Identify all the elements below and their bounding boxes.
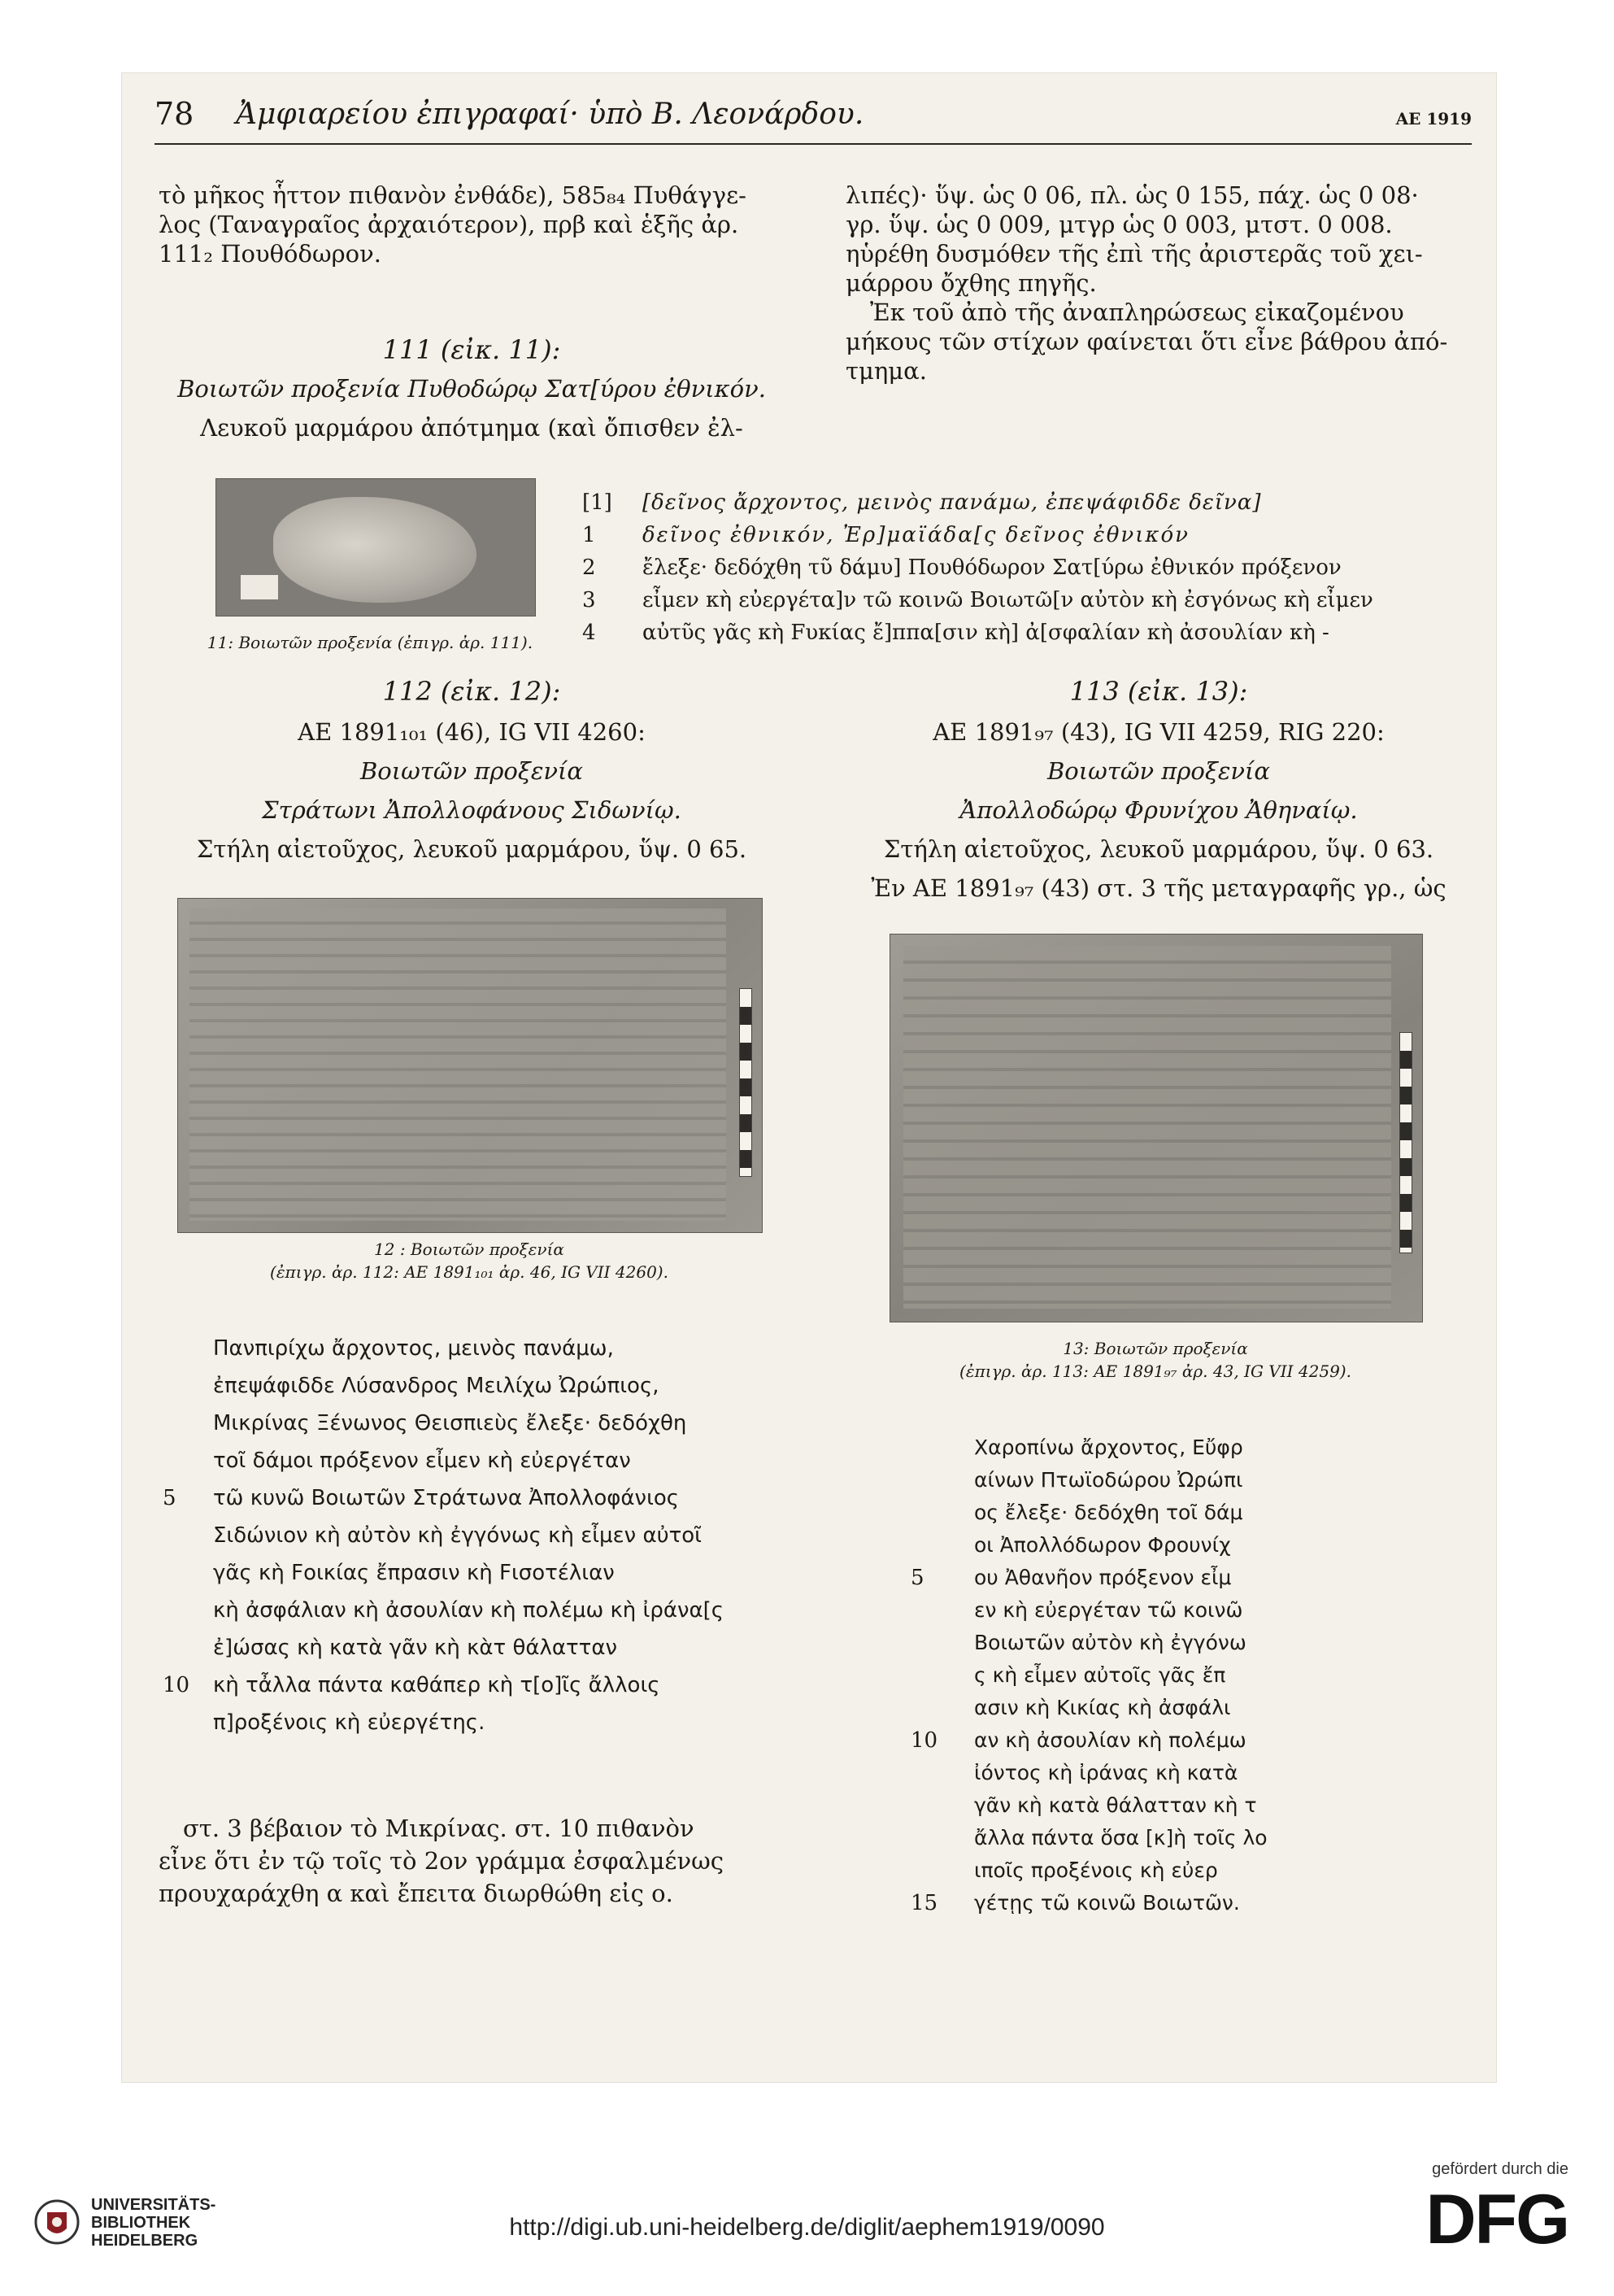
line-number: 1 xyxy=(582,523,596,547)
inscription-line: γᾶν κὴ κατὰ θάλατταν κὴ τ xyxy=(974,1793,1257,1817)
figure-11-caption: 11: Βοιωτῶν προξενία (ἐπιγρ. ἀρ. 111). xyxy=(207,633,533,652)
figure-13-photo xyxy=(890,934,1423,1322)
inscription-line: κὴ ἀσφάλιαν κὴ ἀσουλίαν κὴ πολέμω κὴ ἰράνα[ς xyxy=(213,1598,724,1623)
line-number: 3 xyxy=(582,588,596,612)
scale-tag xyxy=(241,575,278,599)
desc-113: Στήλη αἰετοῦχος, λευκοῦ μαρμάρου, ὕψ. 0 63. xyxy=(883,835,1434,863)
text-line: μάρρου ὄχθης πηγῆς. xyxy=(846,269,1097,297)
library-line: HEIDELBERG xyxy=(91,2232,198,2250)
inscription-line: γέτῃς τῶ κοινῶ Βοιωτῶν. xyxy=(974,1891,1240,1915)
heading-113: 113 (εἰκ. 13): xyxy=(1069,676,1248,707)
dfg-logo: DFG xyxy=(1425,2181,1568,2259)
line-number: 4 xyxy=(582,621,596,645)
inscription-line: ἐ]ώσας κὴ κατὰ γᾶν κὴ κὰτ θάλατταν xyxy=(213,1636,617,1660)
refs-113: ΑΕ 1891₉₇ (43), IG VII 4259, RIG 220: xyxy=(933,718,1385,746)
inscription-line: ος ἔλεξε· δεδόχθη τοῖ δάμ xyxy=(974,1501,1243,1524)
inscription-line: αίνων Πτωϊοδώρου Ὠρώπι xyxy=(974,1468,1243,1492)
text-line: μήκους τῶν στίχων φαίνεται ὅτι εἶνε βάθρου ἀπό- xyxy=(846,328,1448,355)
desc-111-right xyxy=(846,181,1472,386)
stele-surface xyxy=(189,908,726,1221)
running-ref: ΑΕ 1919 xyxy=(1395,109,1472,129)
page-number: 78 xyxy=(154,96,194,132)
note-112 xyxy=(159,1812,785,1910)
inscription-line: Πανπιρίχω ἄρχοντος, μεινὸς πανάμω, xyxy=(213,1336,614,1361)
refs-112: ΑΕ 1891₁₀₁ (46), IG VII 4260: xyxy=(298,718,646,746)
scale-bar xyxy=(1399,1032,1412,1253)
text-line: γρ. ὕψ. ὡς 0 009, μτγρ ὡς 0 003, μτστ. 0 008. xyxy=(846,211,1393,238)
inscription-line: ς κὴ εἶμεν αὐτοῖς γᾶς ἔπ xyxy=(974,1663,1226,1687)
line-number: 15 xyxy=(911,1891,938,1915)
inscription-line: κὴ τἆλλα πάντα καθάπερ κὴ τ[ο]ῖς ἄλλοις xyxy=(213,1673,660,1697)
figure-13-caption-2: (ἐπιγρ. ἀρ. 113: ΑΕ 1891₉₇ ἀρ. 43, IG VII 4259). xyxy=(959,1361,1351,1381)
text-line: ηὑρέθη δυσμόθεν τῆς ἐπὶ τῆς ἀριστερᾶς τοῦ χει- xyxy=(846,240,1423,268)
line-number: 10 xyxy=(911,1728,938,1753)
header-rule xyxy=(154,143,1472,145)
inscription-line: Χαροπίνω ἄρχοντος, Εὔφρ xyxy=(974,1436,1243,1459)
inscription-line: Σιδώνιον κὴ αὐτὸν κὴ ἐγγόνως κὴ εἶμεν αὐτοῖ xyxy=(213,1523,702,1548)
line-number: 10 xyxy=(163,1673,190,1697)
inscription-line: ασιν κὴ Κικίας κὴ ἀσφάλι xyxy=(974,1696,1231,1719)
source-url[interactable]: http://digi.ub.uni-heidelberg.de/diglit/aephem1919/0090 xyxy=(509,2214,1105,2241)
line-number: [1] xyxy=(582,490,612,515)
figure-12-photo xyxy=(177,898,763,1233)
title1-112: Βοιωτῶν προξενία xyxy=(359,757,583,785)
scale-bar xyxy=(739,988,752,1177)
stele-surface xyxy=(903,946,1391,1309)
inscription-line: αν κὴ ἀσουλίαν κὴ πολέμω xyxy=(974,1728,1246,1752)
heading-111: 111 (εἰκ. 11): xyxy=(382,334,561,365)
text-line: λιπές)· ὕψ. ὡς 0 06, πλ. ὡς 0 155, πάχ. ὡς 0 08· xyxy=(846,181,1419,209)
heading-112: 112 (εἰκ. 12): xyxy=(382,676,561,707)
inscription-line: δεῖνος ἐθνικόν, Ἐρ]μαϊάδα[ς δεῖνος ἐθνικόν xyxy=(642,523,1190,547)
text-line: προυχαράχθη α καὶ ἔπειτα διωρθώθη εἰς ο. xyxy=(159,1880,673,1907)
fragment-stone xyxy=(273,497,476,603)
figure-12-caption-2: (ἐπιγρ. ἀρ. 112: ΑΕ 1891₁₀₁ ἀρ. 46, IG VII 4260). xyxy=(270,1262,668,1282)
inscription-line: [δεῖνος ἄρχοντος, μεινὸς πανάμω, ἐπεψάφιδδε δεῖνα] xyxy=(642,490,1262,515)
title2-112: Στράτωνι Ἀπολλοφάνους Σιδωνίῳ. xyxy=(262,796,681,824)
inscription-line: αὐτῦς γᾶς κὴ Fυκίας ἔ]ππα[σιν κὴ] ἀ[σφαλίαν κὴ ἀσουλίαν κὴ - xyxy=(642,621,1329,645)
figure-11-photo xyxy=(215,478,536,616)
subheading-111: Βοιωτῶν προξενία Πυθοδώρῳ Σατ[ύρου ἐθνικόν. xyxy=(177,375,766,403)
library-line: BIBLIOTHEK xyxy=(91,2214,191,2232)
text-line: τμημα. xyxy=(846,357,927,385)
text-line: τὸ μῆκος ἧττον πιθανὸν ἐνθάδε), 585₈₄ Πυθάγγε- xyxy=(159,181,746,209)
text-line: 111₂ Πουθόδωρον. xyxy=(159,240,381,268)
text-line: λος (Ταναγραῖος ἀρχαιότερον), πρβ καὶ ἑξῆς ἀρ. xyxy=(159,211,739,238)
inscription-line: γᾶς κὴ Fοικίας ἔπpασιν κὴ Fισοτέλιαν xyxy=(213,1561,615,1585)
line-number: 5 xyxy=(163,1486,176,1510)
text-line: στ. 3 βέβαιον τὸ Μικρίνας. στ. 10 πιθανὸν xyxy=(183,1815,694,1842)
figure-13-caption-1: 13: Βοιωτῶν προξενία xyxy=(1063,1339,1248,1358)
title2-113: Ἀπολλοδώρῳ Φρυνίχου Ἀθηναίῳ. xyxy=(959,796,1358,824)
inscription-line: ου Ἀθανῆον πρόξενον εἶμ xyxy=(974,1566,1232,1589)
inscription-line: τοῖ δάμοι πρόξενον εἶμεν κὴ εὐεργέταν xyxy=(213,1449,631,1473)
desc-111-left: Λευκοῦ μαρμάρου ἀπότμημα (καὶ ὄπισθεν ἐλ- xyxy=(200,414,743,442)
inscription-line: ἰόντος κὴ ἰράνας κὴ κατὰ xyxy=(974,1761,1238,1784)
inscription-line: ἐπεψάφιδδε Λύσανδρος Μειλίχω Ὠρώπιος, xyxy=(213,1374,659,1398)
inscription-line: τῶ κυνῶ Βοιωτῶν Στράτωνα Ἀπολλοφάνιος xyxy=(213,1486,680,1510)
library-line: UNIVERSITÄTS- xyxy=(91,2196,216,2214)
text-line: εἶνε ὅτι ἐν τῷ τοῖς τὸ 2ον γράμμα ἐσφαλμένως xyxy=(159,1847,724,1875)
line-number: 5 xyxy=(911,1566,924,1590)
desc2-113: Ἐν ΑΕ 1891₉₇ (43) στ. 3 τῆς μεταγραφῆς γρ., ὡς xyxy=(871,874,1447,902)
running-head xyxy=(154,96,1472,145)
inscription-line: ιποῖς προξένοις κὴ εὐερ xyxy=(974,1858,1218,1882)
running-title: Ἀμφιαρείου ἐπιγραφαί· ὑπὸ Β. Λεονάρδου. xyxy=(236,98,864,131)
inscription-line: εἶμεν κὴ εὐεργέτα]ν τῶ κοινῶ Βοιωτῶ[ν αὐτὸν κὴ ἐσγόνως κὴ εἶμεν xyxy=(642,588,1373,612)
line-number: 2 xyxy=(582,555,596,580)
left-intro-text xyxy=(159,181,785,268)
text-line: Ἐκ τοῦ ἀπὸ τῆς ἀναπληρώσεως εἰκαζομένου xyxy=(870,298,1404,326)
inscription-line: Μικρίνας Ξένωνος Θεισπιεὺς ἔλεξε· δεδόχθη xyxy=(213,1411,687,1436)
inscription-line: Βοιωτῶν αὐτὸν κὴ ἐγγόνω xyxy=(974,1631,1246,1654)
inscription-line: ἔλεξε· δεδόχθη τῦ δάμυ] Πουθόδωρον Σατ[ύρω ἐθνικόν πρόξενον xyxy=(642,555,1342,580)
inscription-line: οι Ἀπολλόδωρον Φρουνίχ xyxy=(974,1533,1231,1557)
inscription-line: ἄλλα πάντα ὅσα [κ]ὴ τοῖς λο xyxy=(974,1826,1268,1849)
desc-112: Στήλη αἰετοῦχος, λευκοῦ μαρμάρου, ὕψ. 0 65. xyxy=(196,835,747,863)
inscription-line: π]ροξένοις κὴ εὐεργέτης. xyxy=(213,1710,485,1735)
inscription-line: εν κὴ εὐεργέταν τῶ κοινῶ xyxy=(974,1598,1243,1622)
title1-113: Βοιωτῶν προξενία xyxy=(1046,757,1270,785)
figure-12-caption-1: 12 : Βοιωτῶν προξενία xyxy=(374,1239,564,1259)
sponsor-text: gefördert durch die xyxy=(1432,2160,1568,2178)
